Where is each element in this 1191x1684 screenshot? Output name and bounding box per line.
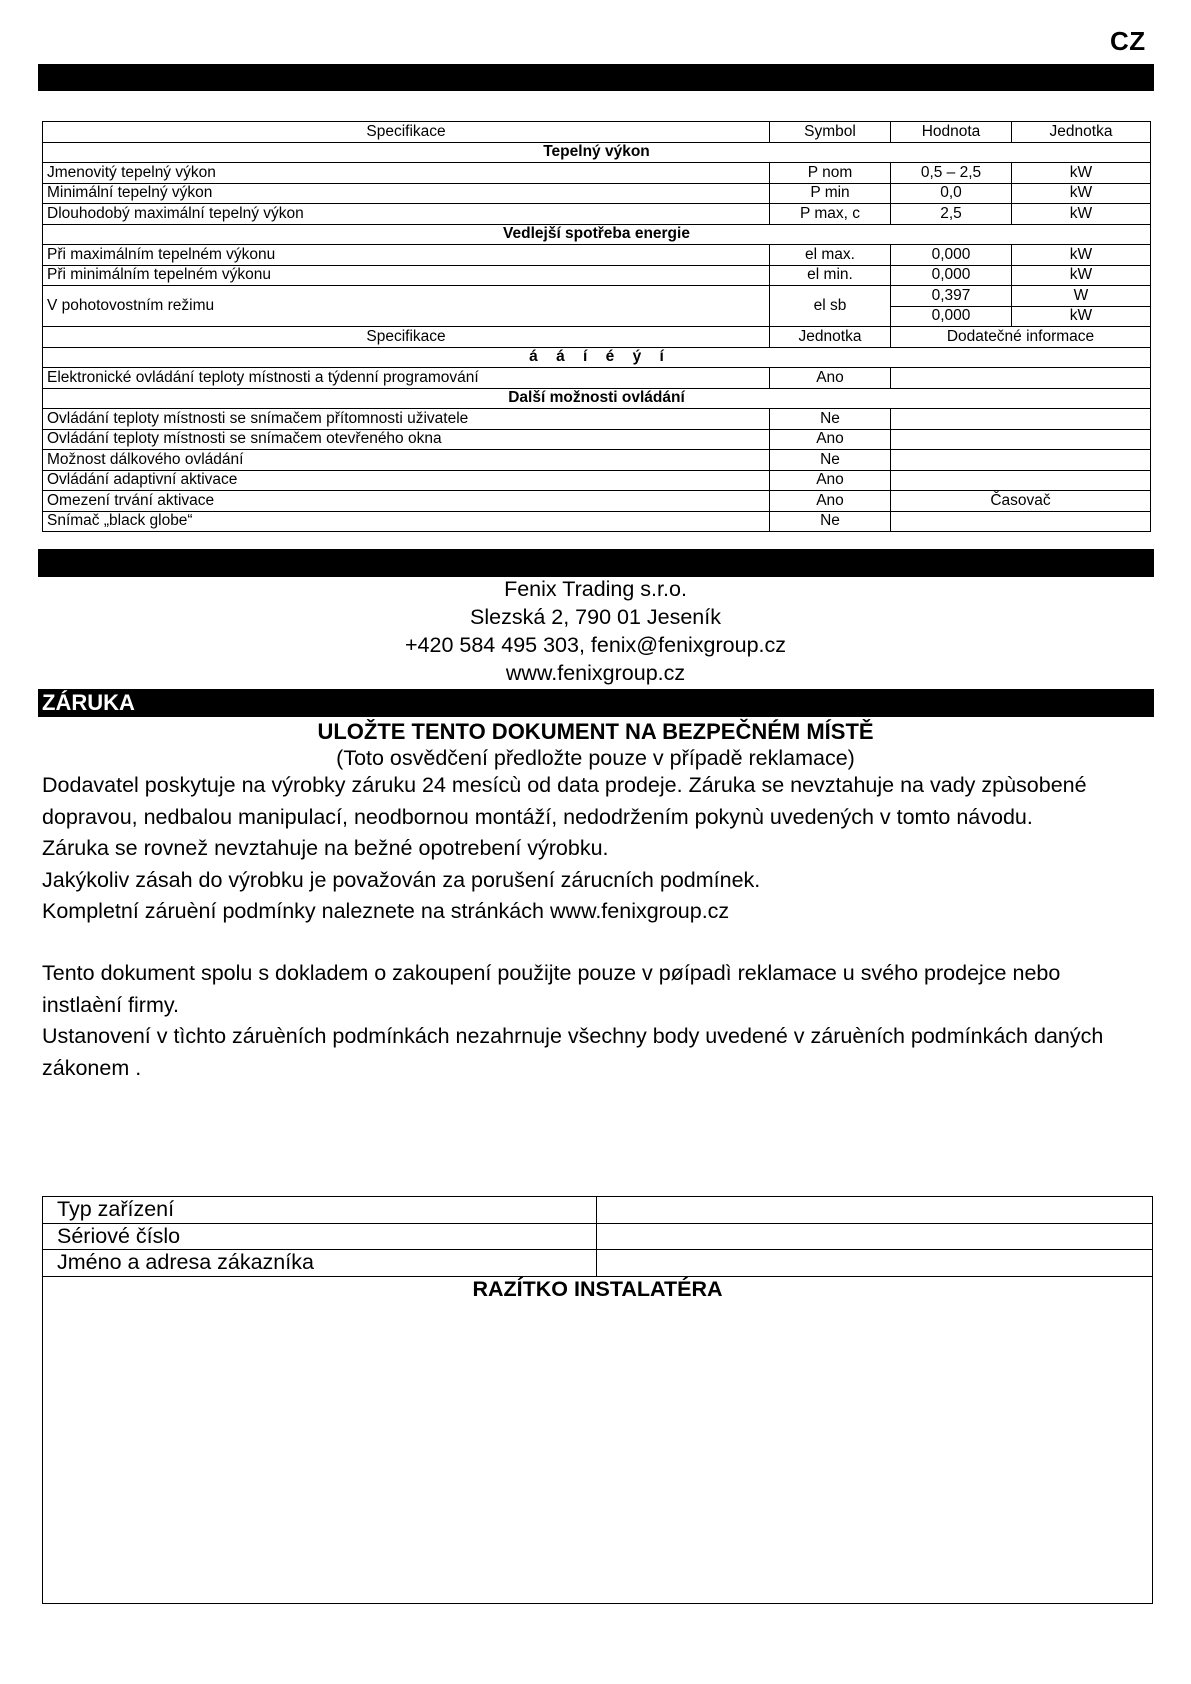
row-symbol: P nom <box>770 163 891 184</box>
row-value: 0,000 <box>891 265 1012 286</box>
table-row <box>43 204 1151 225</box>
table-row <box>43 265 1151 286</box>
company-web: www.fenixgroup.cz <box>505 661 686 685</box>
row-unit: kW <box>1012 265 1151 286</box>
row-value: 0,000 <box>891 245 1012 266</box>
table-row <box>43 429 1151 450</box>
row-unit: kW <box>1012 204 1151 225</box>
table-row <box>43 409 1151 430</box>
row-symbol: el sb <box>770 286 891 327</box>
form-row-customer <box>43 1250 1153 1277</box>
row-label: Možnost dálkového ovládání <box>43 450 770 471</box>
table-row <box>43 470 1151 491</box>
row-label: Při minimálním tepelném výkonu <box>43 265 770 286</box>
section-other-controls: Další možnosti ovládání <box>43 388 1151 409</box>
middle-black-bar <box>38 549 1154 577</box>
row-info <box>891 511 1151 532</box>
form-row-serial <box>43 1223 1153 1250</box>
form-row-stamp <box>43 1276 1153 1603</box>
table-row <box>43 450 1151 471</box>
paragraph-line: Záruka se rovnež nevztahuje na bežné opotrebení výrobku. <box>42 836 609 860</box>
warranty-title: ULOŽTE TENTO DOKUMENT NA BEZPEČNÉM MÍSTĚ <box>317 719 874 744</box>
row-symbol: P max, c <box>770 204 891 225</box>
table-row <box>43 491 1151 512</box>
serial-number-label: Sériové číslo <box>43 1223 597 1250</box>
row-label: Snímač „black globe“ <box>43 511 770 532</box>
row-value: 0,397 <box>891 286 1012 307</box>
row-label: Omezení trvání aktivace <box>43 491 770 512</box>
table-row <box>43 511 1151 532</box>
section-garbled: á á í é ý í <box>43 347 1151 368</box>
row-label: Minimální tepelný výkon <box>43 183 770 204</box>
paragraph-line: Ustanovení v tìchto záruèních podmínkách nezahrnuje všechny body uvedené v záruèních podmínkách daných <box>42 1024 1104 1048</box>
table-row <box>43 368 1151 389</box>
row-label: Dlouhodobý maximální tepelný výkon <box>43 204 770 225</box>
row-info <box>891 470 1151 491</box>
row-label: V pohotovostním režimu <box>43 286 770 327</box>
company-phone-email: +420 584 495 303, fenix@fenixgroup.cz <box>404 633 787 657</box>
row-symbol: P min <box>770 183 891 204</box>
spec-header-row-2 <box>43 327 1151 348</box>
language-code: CZ <box>1110 26 1146 56</box>
warranty-subtitle: (Toto osvědčení předložte pouze v případě reklamace) <box>336 746 855 770</box>
top-black-bar <box>38 64 1154 91</box>
col-unit: Jednotka <box>1012 122 1151 143</box>
installer-stamp-area[interactable] <box>43 1276 1153 1603</box>
row-label: Ovládání teploty místnosti se snímačem přítomnosti uživatele <box>43 409 770 430</box>
table-row <box>43 245 1151 266</box>
row-info: Časovač <box>891 491 1151 512</box>
row-symbol: el max. <box>770 245 891 266</box>
row-unit: W <box>1012 286 1151 307</box>
installer-stamp-title: RAZÍTKO INSTALATÉRA <box>472 1276 723 1301</box>
row-unit: Ne <box>770 450 891 471</box>
paragraph-line: Tento dokument spolu s dokladem o zakoupení použijte pouze v pøípadì reklamace u svého prodejce nebo <box>42 961 1061 985</box>
device-type-field[interactable] <box>597 1197 1153 1224</box>
device-type-label: Typ zařízení <box>43 1197 597 1224</box>
company-address: Slezská 2, 790 01 Jeseník <box>470 605 721 629</box>
warranty-form <box>42 1196 1153 1604</box>
row-unit: Ano <box>770 491 891 512</box>
row-unit: kW <box>1012 245 1151 266</box>
form-row-device-type <box>43 1197 1153 1224</box>
row-info <box>891 368 1151 389</box>
col-spec: Specifikace <box>43 327 770 348</box>
warranty-heading-bar <box>38 689 1154 717</box>
col-value: Hodnota <box>891 122 1012 143</box>
table-row <box>43 286 1151 307</box>
section-heat-output: Tepelný výkon <box>43 142 1151 163</box>
row-label: Ovládání adaptivní aktivace <box>43 470 770 491</box>
row-value: 0,0 <box>891 183 1012 204</box>
row-label: Jmenovitý tepelný výkon <box>43 163 770 184</box>
paragraph-line: Jakýkoliv zásah do výrobku je považován za porušení zárucních podmínek. <box>42 867 761 892</box>
row-unit: kW <box>1012 306 1151 327</box>
row-unit: Ne <box>770 409 891 430</box>
table-row <box>43 163 1151 184</box>
row-label: Ovládání teploty místnosti se snímačem otevřeného okna <box>43 429 770 450</box>
col-symbol: Symbol <box>770 122 891 143</box>
warranty-heading: ZÁRUKA <box>42 690 135 715</box>
customer-label: Jméno a adresa zákazníka <box>43 1250 597 1277</box>
row-unit: kW <box>1012 183 1151 204</box>
warranty-paragraph-1 <box>42 770 1172 928</box>
row-unit: Ano <box>770 470 891 491</box>
col-spec: Specifikace <box>43 122 770 143</box>
row-info <box>891 429 1151 450</box>
warranty-paragraph-2 <box>42 958 1172 1084</box>
paragraph-line: dopravou, nedbalou manipulací, neodbornou montáží, nedodržením pokynù uvedených v tomto návodu. <box>42 804 1033 829</box>
row-value: 0,5 – 2,5 <box>891 163 1012 184</box>
row-label: Při maximálním tepelném výkonu <box>43 245 770 266</box>
row-value: 0,000 <box>891 306 1012 327</box>
paragraph-line: Kompletní záruèní podmínky naleznete na stránkách www.fenixgroup.cz <box>42 899 730 923</box>
paragraph-line: instlaèní firmy. <box>42 992 179 1017</box>
serial-number-field[interactable] <box>597 1223 1153 1250</box>
row-symbol: el min. <box>770 265 891 286</box>
section-aux-consumption: Vedlejší spotřeba energie <box>43 224 1151 245</box>
row-value: 2,5 <box>891 204 1012 225</box>
col-additional-info: Dodatečné informace <box>891 327 1151 348</box>
customer-field[interactable] <box>597 1250 1153 1277</box>
row-unit: Ano <box>770 368 891 389</box>
row-label: Elektronické ovládání teploty místnosti a týdenní programování <box>43 368 770 389</box>
row-unit: kW <box>1012 163 1151 184</box>
paragraph-line: zákonem . <box>42 1055 142 1080</box>
table-row <box>43 183 1151 204</box>
row-info <box>891 409 1151 430</box>
row-info <box>891 450 1151 471</box>
paragraph-line: Dodavatel poskytuje na výrobky záruku 24 mesícù od data prodeje. Záruka se nevztahuje na vady zpùsobené <box>42 773 1087 797</box>
spec-table <box>42 121 1151 532</box>
company-name: Fenix Trading s.r.o. <box>504 577 687 601</box>
spec-header-row <box>43 122 1151 143</box>
row-unit: Ne <box>770 511 891 532</box>
row-unit: Ano <box>770 429 891 450</box>
col-unit: Jednotka <box>770 327 891 348</box>
